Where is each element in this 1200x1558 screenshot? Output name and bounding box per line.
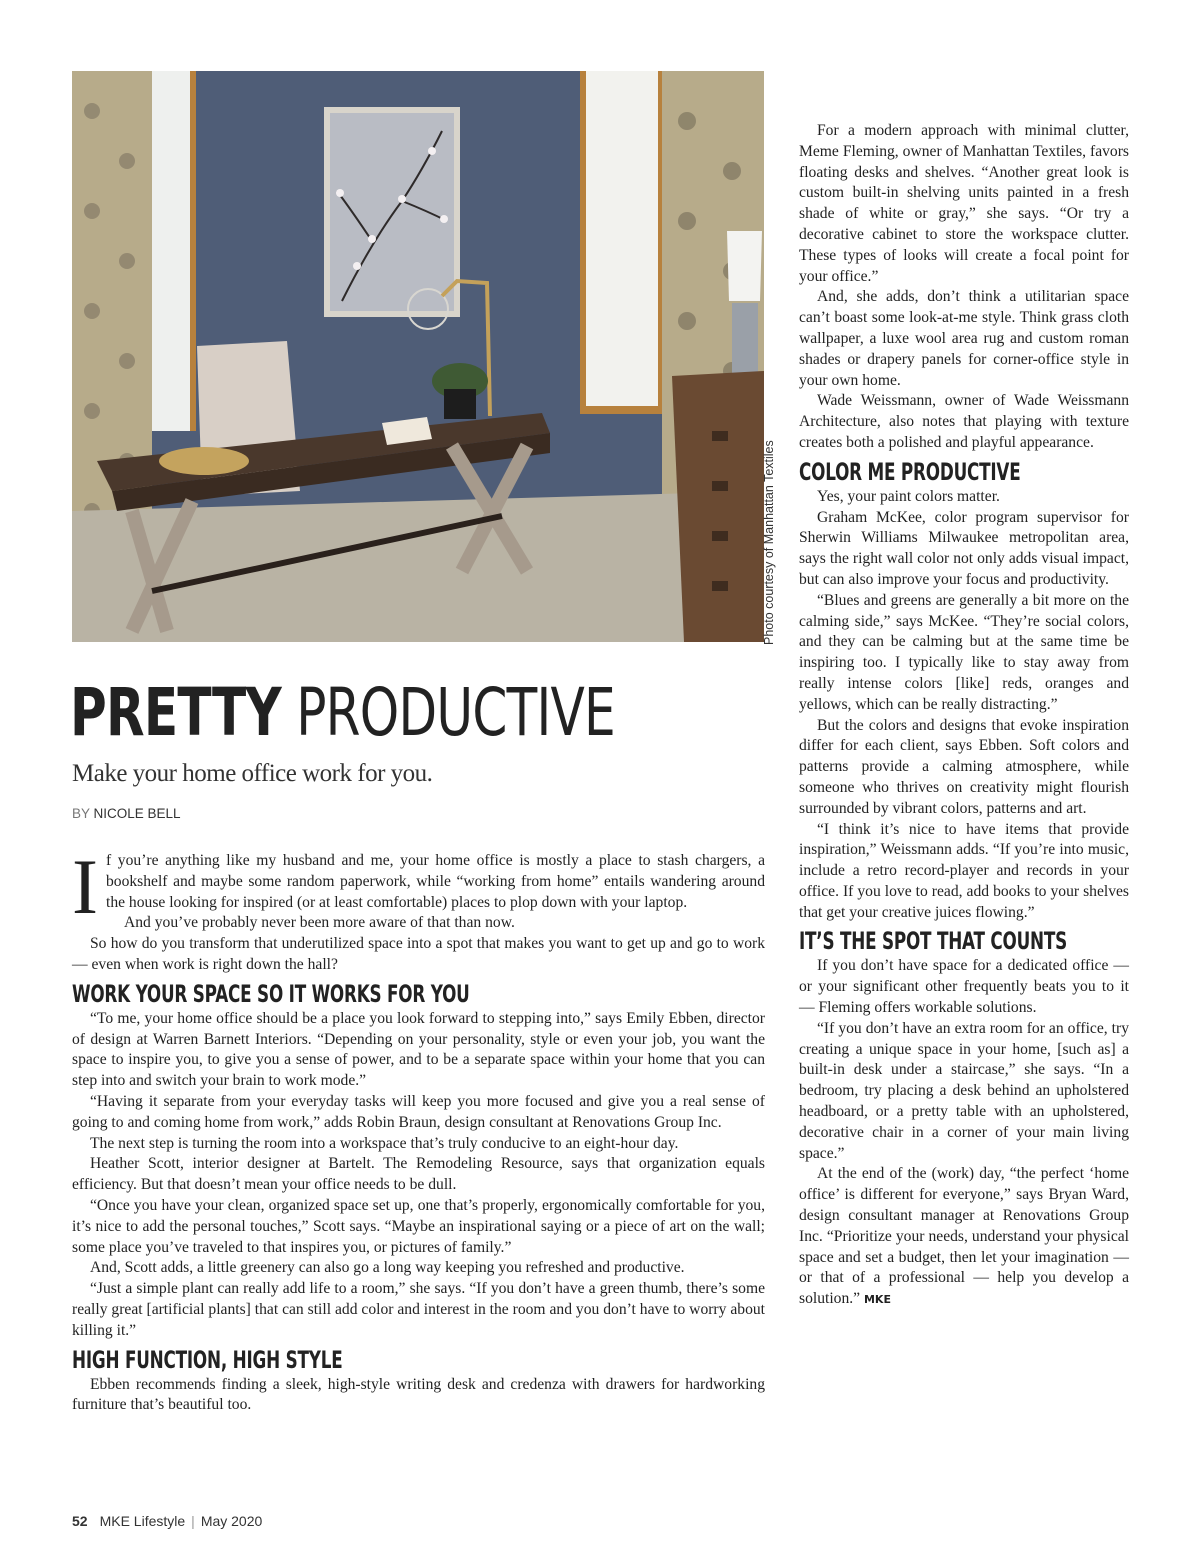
paragraph: The next step is turning the room into a workspace that’s truly conducive to an eight-hour day. (90, 1134, 679, 1152)
paragraph: “If you don’t have an extra room for an office, try creating a unique space in your home, [such as] a built-in desk under a staircase,” she says. “In a bedroom, try placing a desk behind an upholstered headboard, or a pretty table with an upholstered, decorative chair in a corner of your main living space.” (799, 1019, 1129, 1162)
photo-credit: Photo courtesy of Manhattan Textiles (762, 440, 776, 645)
paragraph: And, she adds, don’t think a utilitarian space can’t boast some look-at-me style. Think grass cloth wallpaper, a luxe wool area rug and custom roman shades or drapery panels for corner-office style in your own home. (799, 288, 1129, 389)
credenza (672, 371, 764, 642)
carpet (72, 491, 764, 642)
section-heading: IT’S THE SPOT THAT COUNTS (799, 927, 1068, 956)
paragraph: Yes, your paint colors matter. (817, 487, 1000, 505)
page-footer (72, 1513, 262, 1533)
byline-prefix: BY (72, 806, 90, 821)
headline-bold: PRETTY (70, 674, 282, 751)
right-column (799, 121, 1129, 1311)
office-illustration (72, 71, 764, 642)
intro-text: f you’re anything like my husband and me, your home office is mostly a place to stash chargers, a bookshelf and maybe some random paperwork, while “working from home” entails wandering around the house looking for inspired (or at least comfortable) places to plop down with your laptop. (105, 852, 765, 911)
section-heading: COLOR ME PRODUCTIVE (799, 457, 1021, 486)
paragraph: For a modern approach with minimal clutter, Meme Fleming, owner of Manhattan Textiles, favors floating desks and shelves. “Another great look is custom built-in shelving units painted in a fresh shade of white or gray,” she says. “Or try a decorative cabinet to store the workspace clutter. These types of looks will create a focal point for your office.” (799, 122, 1129, 285)
paragraph: “Having it separate from your everyday tasks will keep you more focused and give you a real sense of going to and coming home from work,” adds Robin Braun, design consultant at Renovations Group Inc. (72, 1092, 765, 1131)
paragraph: “To me, your home office should be a place you look forward to stepping into,” says Emily Ebben, director of design at Warren Barnett Interiors. “Depending on your personality, style or even your job, you want the space to inspire you, to give you a sense of power, and to be a separate space within your home that you can step into and switch your brain to work mode.” (72, 1009, 765, 1090)
headline-light: PRODUCTIVE (296, 674, 615, 751)
end-mark: MKE (863, 1293, 891, 1307)
lamp-shade (727, 231, 762, 301)
issue-date: May 2020 (200, 1513, 263, 1529)
tray (159, 447, 249, 475)
paragraph: So how do you transform that underutilized space into a spot that makes you want to get up and go to work — even when work is right down the hall? (72, 935, 765, 973)
byline (72, 806, 181, 824)
author-name: NICOLE BELL (93, 806, 181, 821)
drop-cap: I (72, 843, 98, 930)
paragraph: And, Scott adds, a little greenery can also go a long way keeping you refreshed and productive. (90, 1259, 685, 1277)
paragraph: If you don’t have space for a dedicated office — or your significant other frequently beats you to it — Fleming offers workable solutions. (799, 957, 1129, 1017)
section-heading: WORK YOUR SPACE SO IT WORKS FOR YOU (72, 979, 470, 1008)
deck: Make your home office work for you. (72, 760, 433, 787)
paragraph: Ebben recommends finding a sleek, high-style writing desk and credenza with drawers for hardworking furniture that’s beautiful too. (72, 1375, 765, 1414)
closing-text: At the end of the (work) day, “the perfect ‘home office’ is different for everyone,” says Bryan Ward, design consultant manager at Renovations Group Inc. “Prioritize your needs, understand your physical space and set a budget, then let your imagination — or that of a professional — help you develop a solution.” (799, 1165, 1129, 1308)
hero-photo (72, 71, 764, 642)
paragraph: “I think it’s nice to have items that provide inspiration,” Weissmann adds. “If you’re into music, include a retro record-player and records in your office. If you love to read, add books to your shelves that get your creative juices flowing.” (799, 820, 1129, 921)
section-heading: HIGH FUNCTION, HIGH STYLE (72, 1345, 343, 1374)
paragraph: Graham McKee, color program supervisor for Sherwin Williams Milwaukee metropolitan area, says the right wall color not only adds visual impact, but can also improve your focus and productivity. (799, 508, 1129, 588)
closing-paragraph (799, 1164, 1129, 1311)
paragraph: Heather Scott, interior designer at Bartelt. The Remodeling Resource, says that organization equals efficiency. But that doesn’t mean your office needs to be dull. (72, 1155, 765, 1194)
paragraph: “Blues and greens are generally a bit more on the calming side,” says McKee. “They’re social colors, and they can be calming but at the same time be inspiring too. I typically like to stay away from really intense colors [like] reds, oranges and yellows, which can be really distracting.” (799, 591, 1129, 713)
magazine-name: MKE Lifestyle (99, 1513, 186, 1529)
left-column (72, 843, 765, 1416)
paragraph: Wade Weissmann, owner of Wade Weissmann Architecture, also notes that playing with texture creates both a polished and playful appearance. (799, 392, 1129, 451)
footer-separator: | (191, 1513, 195, 1529)
paragraph: “Just a simple plant can really add life to a room,” she says. “If you don’t have a green thumb, there’s some really great [artificial plants] that can still add color and interest in the room and you don’t have to worry about killing it.” (72, 1280, 765, 1339)
page-number: 52 (72, 1513, 88, 1529)
paragraph: And you’ve probably never been more aware of that than now. (123, 914, 515, 932)
paragraph: But the colors and designs that evoke inspiration differ for each client, says Ebben. Soft colors and patterns provide a calming atmosphere, while someone who thrives on creativity might flourish surrounded by vibrant colors, patterns and art. (799, 716, 1129, 817)
paragraph: “Once you have your clean, organized space set up, one that’s properly, ergonomically comfortable for you, it’s nice to add the personal touches,” Scott says. “Maybe an inspirational saying or a piece of art on the wall; some place you’ve traveled to that inspires you, or pictures of family.” (72, 1196, 765, 1256)
headline (70, 668, 615, 758)
right-window (580, 71, 664, 411)
